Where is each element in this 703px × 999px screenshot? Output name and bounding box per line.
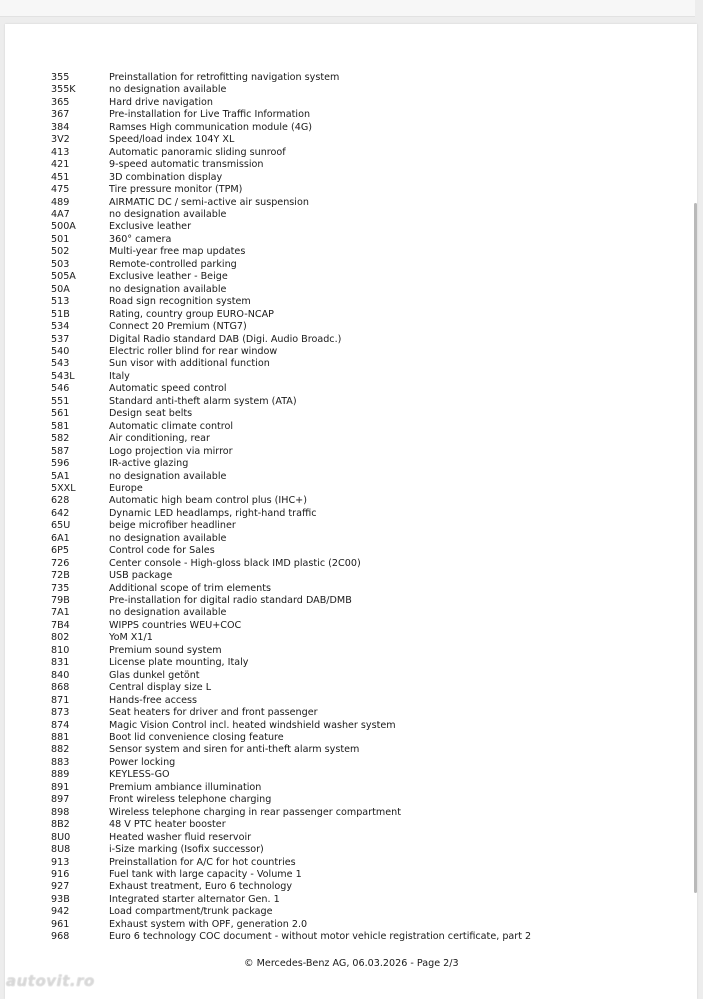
option-description: Italy (109, 370, 130, 382)
option-code: 916 (51, 869, 70, 880)
list-item (51, 209, 531, 221)
list-item (51, 309, 531, 321)
list-item (51, 234, 531, 246)
option-description: License plate mounting, Italy (109, 657, 249, 669)
option-code: 891 (51, 781, 70, 793)
list-item (51, 184, 531, 196)
option-code: 72B (51, 570, 70, 582)
list-item (51, 483, 531, 495)
option-description: Remote-controlled parking (109, 258, 237, 270)
option-description: Front wireless telephone charging (109, 794, 272, 806)
option-code: 500A (51, 221, 76, 233)
option-code: 913 (51, 856, 70, 868)
option-description: Exclusive leather - Beige (109, 271, 228, 283)
option-code: 874 (51, 719, 70, 731)
option-description: USB package (109, 570, 173, 582)
option-code: 726 (51, 557, 70, 569)
list-item (51, 881, 531, 893)
list-item (51, 246, 531, 258)
list-item (51, 495, 531, 507)
option-description: 9-speed automatic transmission (109, 159, 264, 171)
option-code: 51B (51, 308, 70, 320)
option-description: Boot lid convenience closing feature (109, 732, 284, 744)
option-description: Connect 20 Premium (NTG7) (109, 321, 247, 333)
option-description: Multi-year free map updates (109, 246, 246, 258)
option-description: no designation available (109, 84, 227, 96)
option-description: Road sign recognition system (109, 296, 251, 308)
option-code: 582 (51, 433, 70, 445)
list-item (51, 670, 531, 682)
option-code: 421 (51, 159, 70, 171)
option-description: no designation available (109, 607, 227, 619)
list-item (51, 371, 531, 383)
option-code: 840 (51, 669, 70, 681)
option-description: Center console - High-gloss black IMD plastic (2C00) (109, 557, 361, 569)
list-item (51, 545, 531, 557)
option-code: 881 (51, 732, 70, 744)
list-item (51, 334, 531, 346)
option-code: 883 (51, 756, 70, 768)
option-code: 868 (51, 682, 70, 694)
option-code: 642 (51, 507, 70, 519)
option-code: 367 (51, 109, 70, 121)
previous-page-edge (0, 0, 695, 17)
option-description: Digital Radio standard DAB (Digi. Audio Broadc.) (109, 333, 342, 345)
option-description: Automatic panoramic sliding sunroof (109, 146, 286, 158)
option-description: Preinstallation for A/C for hot countries (109, 856, 296, 868)
option-code: 513 (51, 296, 70, 308)
option-description: 48 V PTC heater booster (109, 819, 226, 831)
option-description: no designation available (109, 283, 227, 295)
list-item (51, 358, 531, 370)
option-code: 475 (51, 184, 70, 196)
list-item (51, 520, 531, 532)
option-code-list (51, 72, 531, 944)
list-item (51, 919, 531, 931)
option-description: Hard drive navigation (109, 96, 213, 108)
option-description: i-Size marking (Isofix successor) (109, 844, 264, 856)
option-code: 355 (51, 72, 70, 83)
option-description: Electric roller blind for rear window (109, 345, 278, 357)
option-description: Speed/load index 104Y XL (109, 134, 235, 146)
option-code: 543L (51, 370, 75, 382)
option-description: Sensor system and siren for anti-theft alarm system (109, 744, 360, 756)
option-description: Fuel tank with large capacity - Volume 1 (109, 869, 302, 880)
option-description: Control code for Sales (109, 545, 215, 557)
list-item (51, 197, 531, 209)
option-description: YoM X1/1 (109, 632, 153, 644)
option-description: Tire pressure monitor (TPM) (109, 184, 243, 196)
option-description: Exhaust system with OPF, generation 2.0 (109, 918, 308, 930)
list-item (51, 446, 531, 458)
watermark-logo: autovit.ro (6, 972, 95, 990)
option-description: AIRMATIC DC / semi-active air suspension (109, 196, 309, 208)
list-item (51, 869, 531, 881)
option-code: 50A (51, 283, 70, 295)
list-item (51, 782, 531, 794)
list-item (51, 632, 531, 644)
option-code: 4A7 (51, 208, 70, 220)
option-code: 898 (51, 806, 70, 818)
option-code: 502 (51, 246, 70, 258)
option-code: 489 (51, 196, 70, 208)
option-description: Central display size L (109, 682, 212, 694)
list-item (51, 296, 531, 308)
option-description: Heated washer fluid reservoir (109, 831, 252, 843)
list-item (51, 172, 531, 184)
option-description: Design seat belts (109, 408, 193, 420)
option-description: 360° camera (109, 233, 172, 245)
list-item (51, 707, 531, 719)
option-description: Logo projection via mirror (109, 445, 233, 457)
option-code: 384 (51, 121, 70, 133)
option-code: 3V2 (51, 134, 70, 146)
list-item (51, 346, 531, 358)
option-description: Power locking (109, 756, 176, 768)
option-code: 927 (51, 881, 70, 893)
option-code: 546 (51, 383, 70, 395)
list-item (51, 844, 531, 856)
option-description: Automatic high beam control plus (IHC+) (109, 495, 307, 507)
list-item (51, 72, 531, 84)
option-code: 871 (51, 694, 70, 706)
list-item (51, 682, 531, 694)
option-description: Sun visor with additional function (109, 358, 270, 370)
option-code: 451 (51, 171, 70, 183)
option-description: Integrated starter alternator Gen. 1 (109, 893, 280, 905)
list-item (51, 458, 531, 470)
option-code: 8U0 (51, 831, 71, 843)
option-description: beige microfiber headliner (109, 520, 236, 532)
option-code: 831 (51, 657, 70, 669)
option-code: 889 (51, 769, 70, 781)
list-item (51, 471, 531, 483)
option-code: 735 (51, 582, 70, 594)
option-description: Air conditioning, rear (109, 433, 210, 445)
list-item (51, 109, 531, 121)
option-code: 534 (51, 321, 70, 333)
list-item (51, 97, 531, 109)
option-description: Load compartment/trunk package (109, 906, 273, 918)
option-code: 551 (51, 395, 70, 407)
option-description: 3D combination display (109, 171, 223, 183)
list-item (51, 147, 531, 159)
option-description: Magic Vision Control incl. heated windshield washer system (109, 719, 396, 731)
list-item (51, 807, 531, 819)
option-description: no designation available (109, 532, 227, 544)
list-item (51, 832, 531, 844)
list-item (51, 421, 531, 433)
option-code: 897 (51, 794, 70, 806)
option-description: Ramses High communication module (4G) (109, 121, 312, 133)
list-item (51, 383, 531, 395)
option-code: 501 (51, 233, 70, 245)
option-code: 561 (51, 408, 70, 420)
option-description: Pre-installation for digital radio standard DAB/DMB (109, 595, 352, 607)
list-item (51, 620, 531, 632)
option-code: 365 (51, 96, 70, 108)
option-code: 810 (51, 644, 70, 656)
option-description: Europe (109, 482, 143, 494)
list-item (51, 595, 531, 607)
option-code: 968 (51, 931, 70, 943)
option-description: Automatic climate control (109, 420, 234, 432)
option-code: 537 (51, 333, 70, 345)
option-code: 8B2 (51, 819, 70, 831)
option-code: 882 (51, 744, 70, 756)
option-code: 8U8 (51, 844, 71, 856)
list-item (51, 657, 531, 669)
option-code: 503 (51, 258, 70, 270)
option-code: 413 (51, 146, 70, 158)
list-item (51, 134, 531, 146)
option-description: Glas dunkel getönt (109, 669, 200, 681)
option-code: 596 (51, 458, 70, 470)
list-item (51, 757, 531, 769)
option-description: Standard anti-theft alarm system (ATA) (109, 395, 297, 407)
list-item (51, 894, 531, 906)
list-item (51, 558, 531, 570)
list-item (51, 645, 531, 657)
page-footer: © Mercedes-Benz AG, 06.03.2026 - Page 2/3 (244, 958, 459, 969)
option-description: Pre-installation for Live Traffic Information (109, 109, 311, 121)
option-code: 79B (51, 595, 70, 607)
list-item (51, 408, 531, 420)
option-code: 587 (51, 445, 70, 457)
list-item (51, 271, 531, 283)
list-item (51, 732, 531, 744)
option-code: 5XXL (51, 482, 76, 494)
list-item (51, 744, 531, 756)
option-description: KEYLESS-GO (109, 769, 170, 781)
option-description: Rating, country group EURO-NCAP (109, 308, 274, 320)
option-code: 543 (51, 358, 70, 370)
list-item (51, 508, 531, 520)
option-description: Preinstallation for retrofitting navigation system (109, 72, 340, 83)
option-code: 873 (51, 707, 70, 719)
list-item (51, 720, 531, 732)
option-description: Premium ambiance illumination (109, 781, 262, 793)
list-item (51, 769, 531, 781)
option-code: 505A (51, 271, 76, 283)
list-item (51, 695, 531, 707)
list-item (51, 122, 531, 134)
option-description: Exclusive leather (109, 221, 192, 233)
option-code: 65U (51, 520, 71, 532)
option-code: 628 (51, 495, 70, 507)
list-item (51, 607, 531, 619)
list-item (51, 321, 531, 333)
list-item (51, 931, 531, 943)
list-item (51, 570, 531, 582)
option-description: IR-active glazing (109, 458, 189, 470)
option-code: 7A1 (51, 607, 70, 619)
option-code: 355K (51, 84, 76, 96)
option-description: Wireless telephone charging in rear passenger compartment (109, 806, 401, 818)
list-item (51, 906, 531, 918)
option-description: Exhaust treatment, Euro 6 technology (109, 881, 293, 893)
option-code: 802 (51, 632, 70, 644)
option-code: 540 (51, 345, 70, 357)
list-item (51, 533, 531, 545)
list-item (51, 259, 531, 271)
option-description: Additional scope of trim elements (109, 582, 272, 594)
list-item (51, 284, 531, 296)
option-description: Dynamic LED headlamps, right-hand traffic (109, 507, 317, 519)
option-description: Automatic speed control (109, 383, 227, 395)
scrollbar-thumb[interactable] (694, 203, 697, 893)
option-description: Euro 6 technology COC document - without motor vehicle registration certificate, part 2 (109, 931, 532, 943)
list-item (51, 794, 531, 806)
list-item (51, 84, 531, 96)
option-code: 6P5 (51, 545, 69, 557)
option-code: 961 (51, 918, 70, 930)
list-item (51, 819, 531, 831)
option-code: 7B4 (51, 619, 70, 631)
option-description: WIPPS countries WEU+COC (109, 619, 242, 631)
option-code: 5A1 (51, 470, 70, 482)
list-item (51, 857, 531, 869)
option-description: no designation available (109, 208, 227, 220)
list-item (51, 396, 531, 408)
option-description: Hands-free access (109, 694, 198, 706)
list-item (51, 433, 531, 445)
option-code: 581 (51, 420, 70, 432)
option-description: no designation available (109, 470, 227, 482)
option-code: 93B (51, 893, 70, 905)
list-item (51, 159, 531, 171)
list-item (51, 583, 531, 595)
list-item (51, 221, 531, 233)
option-code: 942 (51, 906, 70, 918)
option-code: 6A1 (51, 532, 70, 544)
option-description: Seat heaters for driver and front passenger (109, 707, 318, 719)
option-description: Premium sound system (109, 644, 222, 656)
